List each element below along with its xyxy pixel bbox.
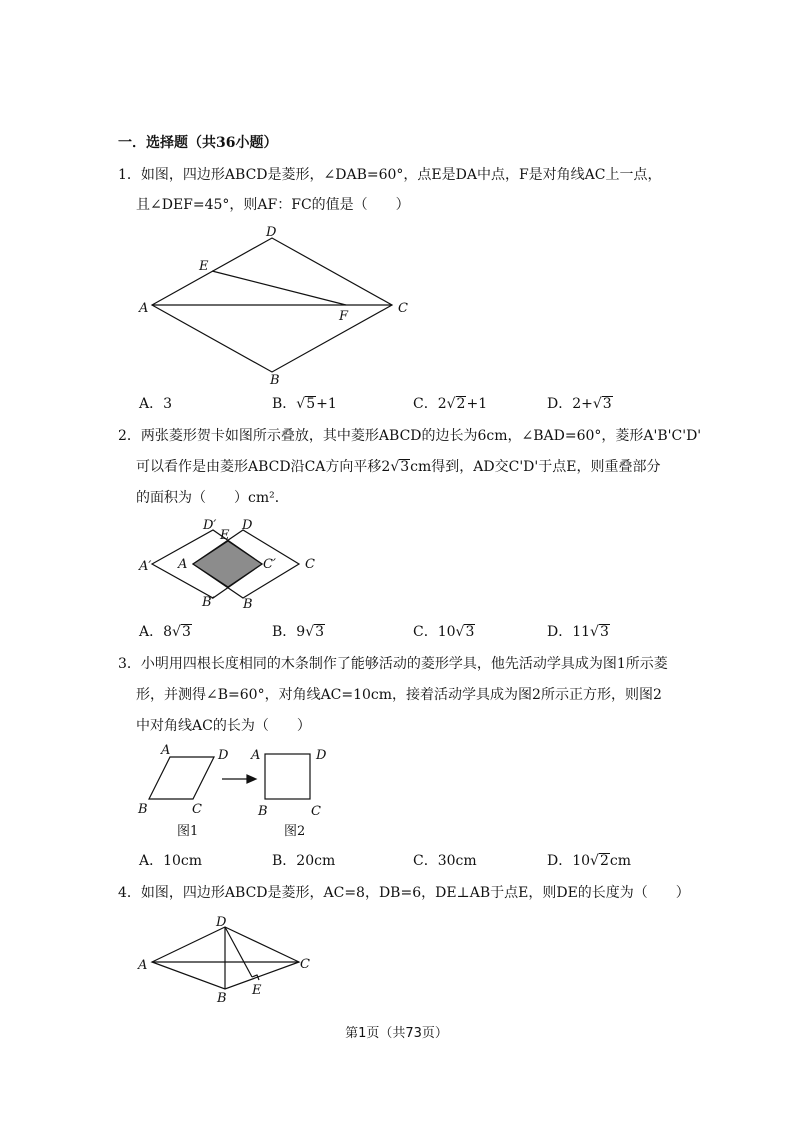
q1-option-d-radicand: 3 — [602, 396, 612, 412]
q1-label-f: F — [339, 309, 349, 324]
q3-fig1-caption: 图1 — [177, 824, 199, 839]
q3-line1: 3．小明用四根长度相同的木条制作了能够活动的菱形学具，他先活动学具成为图1所示菱 — [118, 656, 668, 672]
q1-option-b-suffix: +1 — [316, 396, 337, 412]
q2-label-d: D — [242, 518, 253, 533]
q1-label-c: C — [398, 301, 408, 316]
q2-option-b-radicand: 3 — [315, 624, 325, 640]
q3-fig2-label-a: A — [251, 748, 261, 763]
q2-option-c-prefix: C．10 — [413, 624, 456, 640]
q3-fig1-label-a: A — [161, 743, 171, 758]
q2-label-d-prime: D′ — [203, 518, 217, 533]
q1-option-b[interactable]: B．√5+1 — [272, 396, 337, 412]
q3-fig2-label-b: B — [258, 804, 268, 819]
q2-label-c-prime: C′ — [263, 557, 276, 572]
q4-label-e: E — [252, 983, 262, 998]
q3-fig1-label-b: B — [138, 802, 148, 817]
q2-option-c[interactable]: C．10√3 — [413, 624, 475, 640]
q2-label-e: E — [220, 528, 230, 543]
q4-segment-de — [225, 927, 252, 977]
q2-line2: 可以看作是由菱形ABCD沿CA方向平移2√3cm得到，AD交C'D'于点E，则重叠部分 — [136, 459, 661, 475]
q1-option-c-prefix: C．2 — [413, 396, 447, 412]
page-footer: 第1页（共73页） — [345, 1026, 448, 1041]
q1-option-b-prefix: B． — [272, 396, 297, 412]
q3-line2: 形，并测得∠B=60°，对角线AC=10cm，接着活动学具成为图2所示正方形，则图2 — [136, 687, 662, 703]
q1-label-d: D — [266, 225, 277, 240]
q3-option-d[interactable]: D．10√2cm — [547, 853, 632, 869]
q3-fig1-label-d: D — [218, 748, 229, 763]
q3-option-a[interactable]: A．10cm — [139, 853, 203, 869]
q2-option-b-prefix: B．9 — [272, 624, 306, 640]
q2-option-a[interactable]: A．8√3 — [139, 624, 191, 640]
q2-label-c: C — [305, 557, 315, 572]
q3-option-c[interactable]: C．30cm — [413, 853, 477, 869]
q3-line3: 中对角线AC的长为（ ） — [136, 718, 311, 734]
q2-option-b[interactable]: B．9√3 — [272, 624, 325, 640]
q3-option-b[interactable]: B．20cm — [272, 853, 336, 869]
q3-option-d-radicand: 2 — [599, 853, 609, 869]
q2-label-b: B — [243, 597, 253, 612]
q2-option-c-radicand: 3 — [465, 624, 475, 640]
q3-fig2-caption: 图2 — [284, 824, 306, 839]
q2-label-a: A — [178, 557, 188, 572]
q1-label-e: E — [199, 259, 209, 274]
q2-option-a-prefix: A．8 — [139, 624, 173, 640]
q4-label-d: D — [216, 915, 227, 930]
q4-label-a: A — [138, 958, 148, 973]
section-title: 一．选择题（共36小题） — [118, 135, 278, 151]
q2-option-a-radicand: 3 — [181, 624, 191, 640]
q1-line1: 1．如图，四边形ABCD是菱形，∠DAB=60°，点E是DA中点，F是对角线AC上一点， — [118, 167, 662, 183]
q3-option-d-prefix: D．10 — [547, 853, 591, 869]
q2-line2-suffix: cm得到，AD交C'D'于点E，则重叠部分 — [410, 459, 661, 475]
q4-label-b: B — [217, 991, 227, 1006]
q1-option-b-radicand: 5 — [306, 396, 316, 412]
q1-label-a: A — [139, 301, 149, 316]
q1-option-d-prefix: D．2+ — [547, 396, 593, 412]
q1-option-c-suffix: +1 — [466, 396, 488, 412]
q2-option-d-prefix: D．11 — [547, 624, 591, 640]
q4-label-c: C — [300, 957, 310, 972]
q2-label-b-prime: B′ — [202, 595, 215, 610]
q3-fig2-label-d: D — [316, 748, 327, 763]
q4-line1: 4．如图，四边形ABCD是菱形，AC=8，DB=6，DE⊥AB于点E，则DE的长度为（ ） — [118, 885, 690, 901]
q2-line1: 2．两张菱形贺卡如图所示叠放，其中菱形ABCD的边长为6cm，∠BAD=60°，菱形A'B'C'D' — [118, 428, 702, 444]
q2-line2-radicand: 3 — [400, 459, 410, 475]
q2-option-d-radicand: 3 — [599, 624, 609, 640]
q2-option-d[interactable]: D．11√3 — [547, 624, 609, 640]
q2-line2-prefix: 可以看作是由菱形ABCD沿CA方向平移2 — [136, 459, 391, 475]
q3-option-d-suffix: cm — [609, 853, 632, 869]
q2-line3: 的面积为（ ）cm²． — [136, 490, 289, 506]
q1-option-d[interactable]: D．2+√3 — [547, 396, 612, 412]
q1-option-a-text: A．3 — [139, 396, 173, 412]
q2-label-a-prime: A′ — [139, 559, 152, 574]
q1-line2: 且∠DEF=45°，则AF：FC的值是（ ） — [136, 197, 410, 213]
q1-option-c-radicand: 2 — [456, 396, 466, 412]
q1-label-b: B — [270, 373, 280, 388]
q3-fig2-label-c: C — [311, 804, 321, 819]
q3-fig1-label-c: C — [192, 802, 202, 817]
q1-option-c[interactable]: C．2√2+1 — [413, 396, 488, 412]
